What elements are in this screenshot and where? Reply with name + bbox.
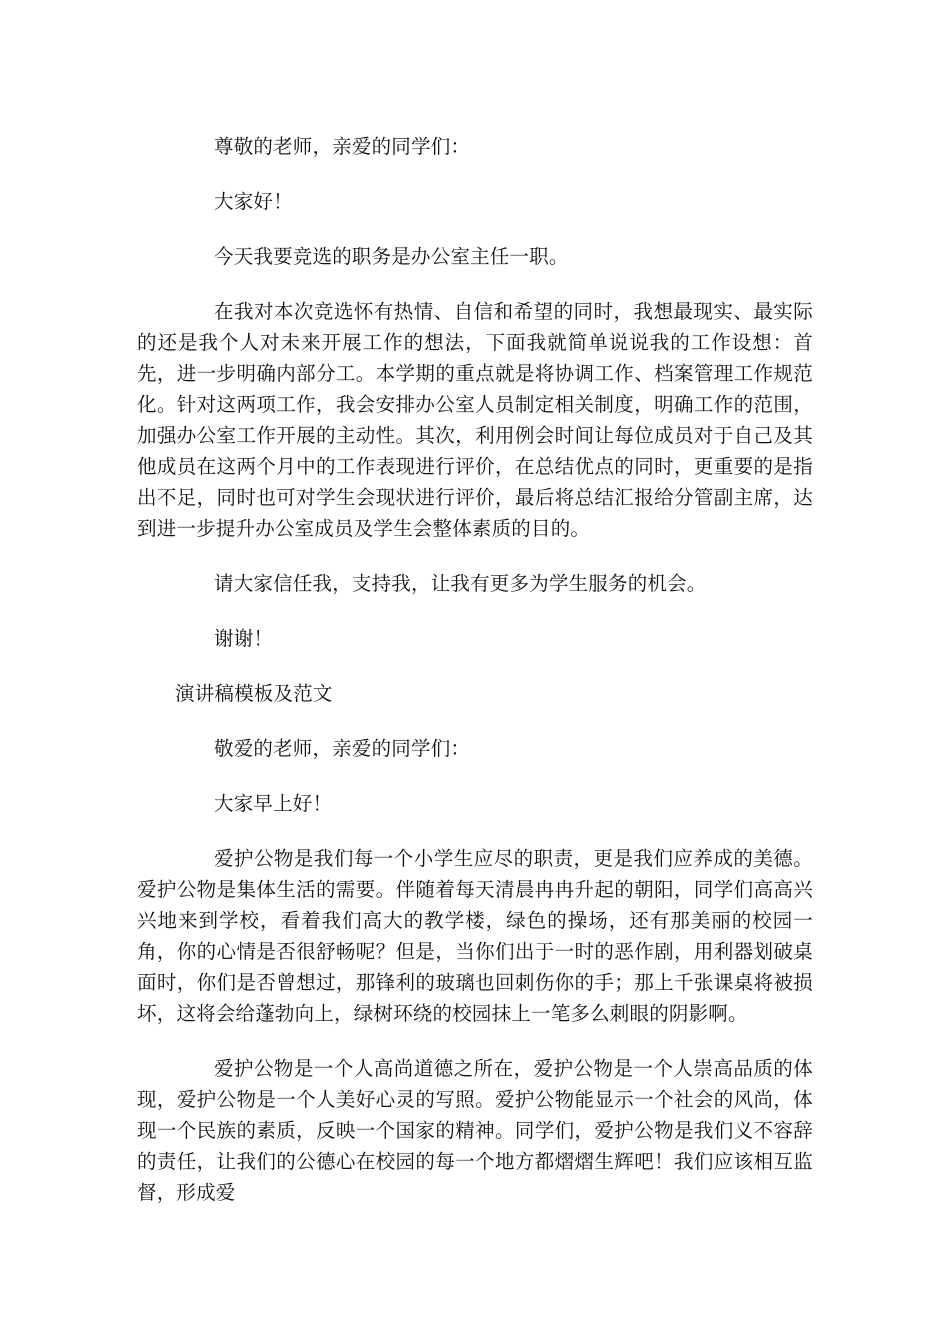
speech2-paragraph-1: 爱护公物是我们每一个小学生应尽的职责，更是我们应养成的美德。爱护公物是集体生活的需要。伴随着每天清晨冉冉升起的朝阳，同学们高高兴兴地来到学校，看着我们高大的教学楼，绿色的操场，还有那美丽的校园一角，你的心情是否很舒畅呢？但是，当你们出于一时的恶作剧，用利器划破桌面时，你们是否曾想过，那锋利的玻璃也回刺伤你的手；那上千张课桌将被损坏，这将会给蓬勃向上，绿树环绕的校园抹上一笔多么刺眼的阴影啊。 [137, 847, 813, 1025]
speech1-salutation: 尊敬的老师，亲爱的同学们： [214, 135, 471, 158]
speech1-thanks: 谢谢！ [214, 627, 274, 650]
speech1-intro: 今天我要竞选的职务是办公室主任一职。 [214, 245, 569, 268]
speech2-paragraph-2: 爱护公物是一个人高尚道德之所在，爱护公物是一个人崇高品质的体现，爱护公物是一个人美好心灵的写照。爱护公物能显示一个社会的风尚，体现一个民族的素质，反映一个国家的精神。同学们，爱护公物是我们义不容辞的责任，让我们的公德心在校园的每一个地方都熠熠生辉吧！我们应该相互监督，形成爱 [137, 1057, 813, 1204]
speech1-appeal: 请大家信任我，支持我，让我有更多为学生服务的机会。 [214, 572, 707, 595]
speech1-greeting: 大家好！ [214, 190, 293, 213]
speech2-greeting: 大家早上好！ [214, 792, 333, 815]
speech2-salutation: 敬爱的老师，亲爱的同学们： [214, 737, 471, 760]
speech1-body-paragraph: 在我对本次竞选怀有热情、自信和希望的同时，我想最现实、最实际的还是我个人对未来开展工作的想法，下面我就简单说说我的工作设想：首先，进一步明确内部分工。本学期的重点就是将协调工作、档案管理工作规范化。针对这两项工作，我会安排办公室人员制定相关制度，明确工作的范围，加强办公室工作开展的主动性。其次，利用例会时间让每位成员对于自己及其他成员在这两个月中的工作表现进行评价，在总结优点的同时，更重要的是指出不足，同时也可对学生会现状进行评价，最后将总结汇报给分管副主席，达到进一步提升办公室成员及学生会整体素质的目的。 [137, 300, 813, 540]
document-body [137, 131, 813, 1232]
section-title: 演讲稿模板及范文 [175, 682, 333, 705]
